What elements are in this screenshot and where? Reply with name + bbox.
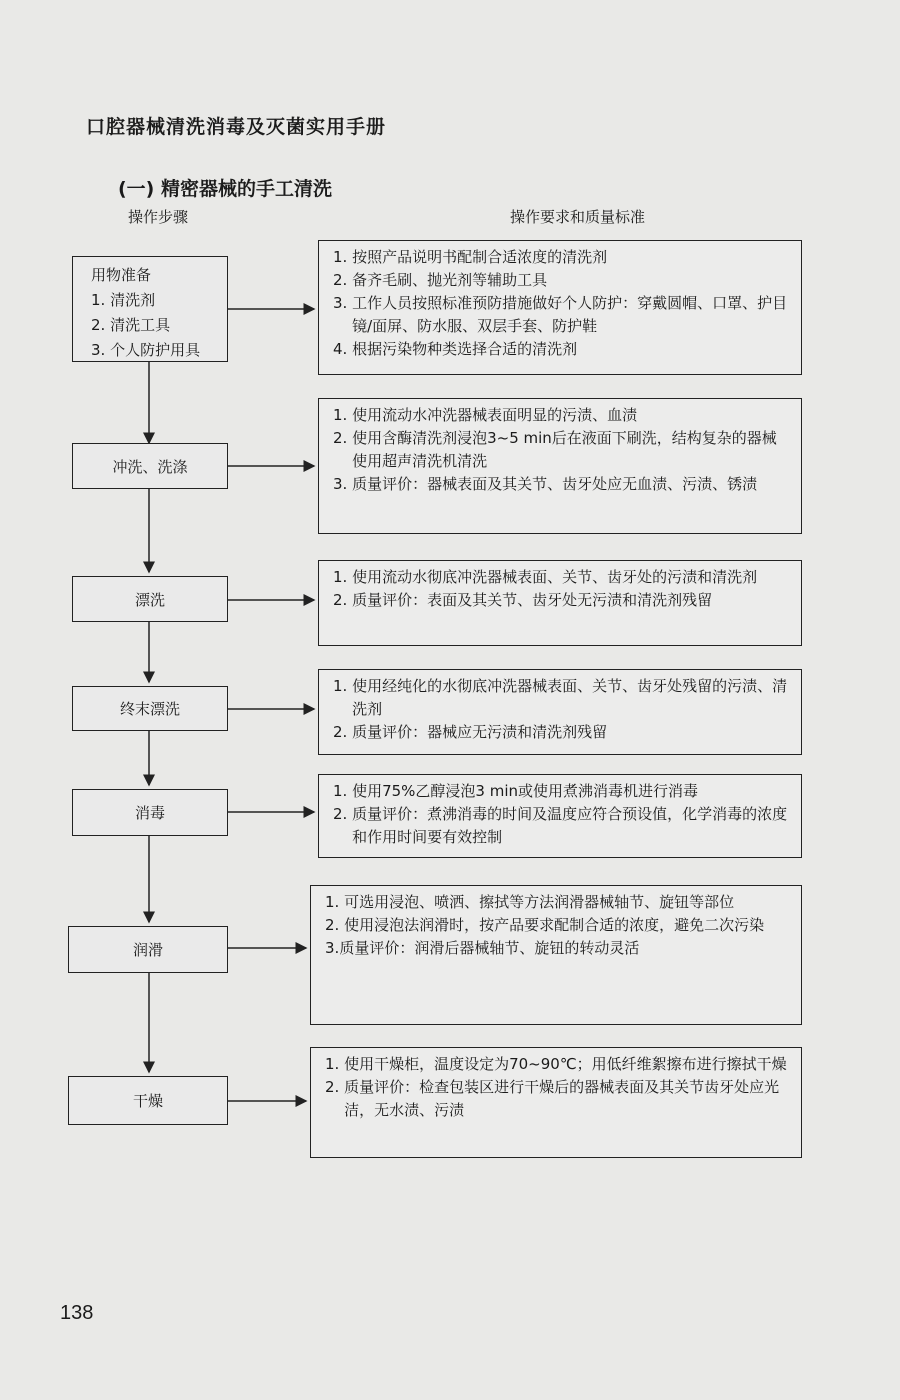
requirements-box-disinfection: [318, 774, 802, 858]
page-number: 138: [60, 1302, 94, 1324]
requirement-item: 2. 质量评价：煮沸消毒的时间及温度应符合预设值，化学消毒的浓度和作用时间要有效控制: [333, 805, 788, 846]
step-box-rinse-wash: [72, 443, 228, 489]
requirement-item: 2. 质量评价：检查包装区进行干燥后的器械表面及其关节齿牙处应光洁，无水渍、污渍: [325, 1078, 780, 1119]
requirement-item: 1. 按照产品说明书配制合适浓度的清洗剂: [333, 248, 608, 266]
running-header: 口腔器械清洗消毒及灭菌实用手册: [86, 116, 387, 138]
requirement-item: 3. 质量评价：器械表面及其关节、齿牙处应无血渍、污渍、锈渍: [333, 475, 758, 493]
requirement-item: 3. 质量评价：润滑后器械轴节、旋钮的转动灵活: [325, 939, 640, 957]
step-box-drying: [68, 1076, 228, 1125]
requirements-box-rinse-wash: [318, 398, 802, 534]
step-box-final-rinse: [72, 686, 228, 731]
step-box-lubrication: [68, 926, 228, 973]
requirements-box-rinsing: [318, 560, 802, 646]
step-title: 漂洗: [134, 590, 165, 609]
requirements-box-drying: [310, 1047, 802, 1158]
step-box-preparation: [72, 256, 228, 362]
requirement-item: 1. 使用流动水彻底冲洗器械表面、关节、齿牙处的污渍和清洗剂: [333, 568, 758, 586]
requirement-item: 1. 可选用浸泡、喷洒、擦拭等方法润滑器械轴节、旋钮等部位: [325, 893, 735, 911]
requirements-box-preparation: [318, 240, 802, 375]
column-header-steps: 操作步骤: [128, 208, 189, 226]
section-title: (一) 精密器械的手工清洗: [118, 178, 332, 200]
step-box-rinsing: [72, 576, 228, 622]
requirement-item: 4. 根据污染物种类选择合适的清洗剂: [333, 340, 578, 358]
requirement-item: 1. 使用干燥柜，温度设定为70~90℃；用低纤维絮擦布进行擦拭干燥: [325, 1055, 787, 1073]
step-sub-item: 2. 清洗工具: [91, 316, 171, 334]
requirement-item: 2. 使用浸泡法润滑时，按产品要求配制合适的浓度，避免二次污染: [325, 916, 765, 934]
step-sub-item: 3. 个人防护用具: [91, 341, 201, 359]
step-title: 终末漂洗: [119, 700, 180, 718]
step-title: 冲洗、洗涤: [112, 457, 188, 476]
step-title: 干燥: [132, 1092, 163, 1110]
step-title: 用物准备: [91, 266, 152, 284]
requirement-item: 1. 使用经纯化的水彻底冲洗器械表面、关节、齿牙处残留的污渍、清洗剂: [333, 677, 788, 718]
requirements-box-final-rinse: [318, 669, 802, 755]
step-title: 消毒: [134, 804, 165, 822]
requirement-item: 3. 工作人员按照标准预防措施做好个人防护：穿戴圆帽、口罩、护目镜/面屏、防水服、双层手套、防护鞋: [333, 294, 788, 335]
step-title: 润滑: [132, 941, 163, 959]
step-sub-item: 1. 清洗剂: [91, 291, 156, 309]
requirement-item: 1. 使用75%乙醇浸泡3 min或使用煮沸消毒机进行消毒: [333, 782, 699, 800]
requirement-item: 2. 使用含酶清洗剂浸泡3~5 min后在液面下刷洗，结构复杂的器械使用超声清洗机清洗: [333, 429, 777, 470]
step-box-disinfection: [72, 789, 228, 836]
requirement-item: 2. 质量评价：器械应无污渍和清洗剂残留: [333, 723, 608, 741]
requirements-box-lubrication: [310, 885, 802, 1025]
requirement-item: 2. 备齐毛刷、抛光剂等辅助工具: [333, 271, 548, 289]
column-header-requirements: 操作要求和质量标准: [510, 208, 646, 226]
requirement-item: 1. 使用流动水冲洗器械表面明显的污渍、血渍: [333, 406, 638, 424]
requirement-item: 2. 质量评价：表面及其关节、齿牙处无污渍和清洗剂残留: [333, 591, 713, 609]
